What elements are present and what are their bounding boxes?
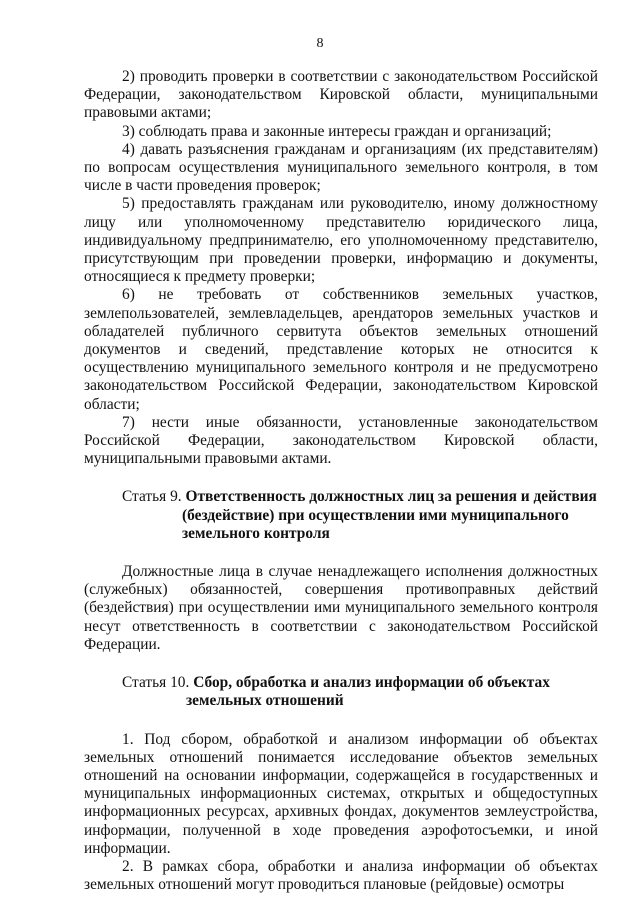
article-9-number: Статья 9. (122, 488, 182, 506)
article-10-paragraph-1: 1. Под сбором, обработкой и анализом информации об объектах земельных отношений понимается исследование объектов земельных отношений на основании информации, содержащейся в государственных и муниципальных информационных системах, открытых и общедоступных информационных ресурсах, архивных фондах, документов землеустройства, информации, полученной в ходе проведения аэрофотосъемки, и иной информации. (84, 730, 598, 857)
article-9-title-line-3: земельного контроля (182, 524, 330, 542)
article-10-title-line-2: земельных отношений (186, 692, 344, 710)
article-10-number: Статья 10. (122, 674, 190, 692)
article-9-body: Должностные лица в случае ненадлежащего исполнения должностных (служебных) обязанностей, совершения противоправных действий (бездействия) при осуществлении ими муниципального земельного контроля несут ответственность в соответствии с законодательством Российской Федерации. (84, 563, 598, 653)
page-content (84, 68, 598, 894)
article-9-title-line-2: (бездействие) при осуществлении ими муниципального (182, 506, 569, 524)
article-10-heading (84, 674, 598, 710)
page-number: 8 (316, 36, 324, 51)
list-item-5: 5) предоставлять гражданам или руководителю, иному должностному лицу или уполномоченному представителю юридического лица, индивидуальному предпринимателю, его уполномоченному представителю, присутствующим при проведении проверки, информацию и документы, относящиеся к предмету проверки; (84, 195, 598, 286)
list-item-3: 3) соблюдать права и законные интересы граждан и организаций; (122, 122, 552, 140)
article-9-heading (84, 488, 598, 543)
article-9-title-line-1: Ответственность должностных лиц за решения и действия (185, 488, 597, 506)
list-item-2: 2) проводить проверки в соответствии с законодательством Российской Федерации, законодательством Кировской области, муниципальными правовыми актами; (84, 68, 598, 122)
list-item-6: 6) не требовать от собственников земельных участков, землепользователей, землевладельцев, арендаторов земельных участков и обладателей публичного сервитута объектов земельных отношений документов и сведений, представление которых не относится к осуществлению муниципального земельного контроля и не предусмотрено законодательством Российской Федерации, законодательством Кировской области; (84, 286, 598, 413)
article-10-paragraph-2: 2. В рамках сбора, обработки и анализа информации об объектах земельных отношений могут проводиться плановые (рейдовые) осмотры (84, 857, 598, 894)
article-10-title-line-1: Сбор, обработка и анализ информации об объектах (193, 674, 550, 692)
list-item-4: 4) давать разъяснения гражданам и организациям (их представителям) по вопросам осуществления муниципального земельного контроля, в том числе в части проведения проверок; (84, 140, 598, 195)
list-item-7: 7) нести иные обязанности, установленные законодательством Российской Федерации, законодательством Кировской области, муниципальными правовыми актами. (84, 413, 598, 468)
